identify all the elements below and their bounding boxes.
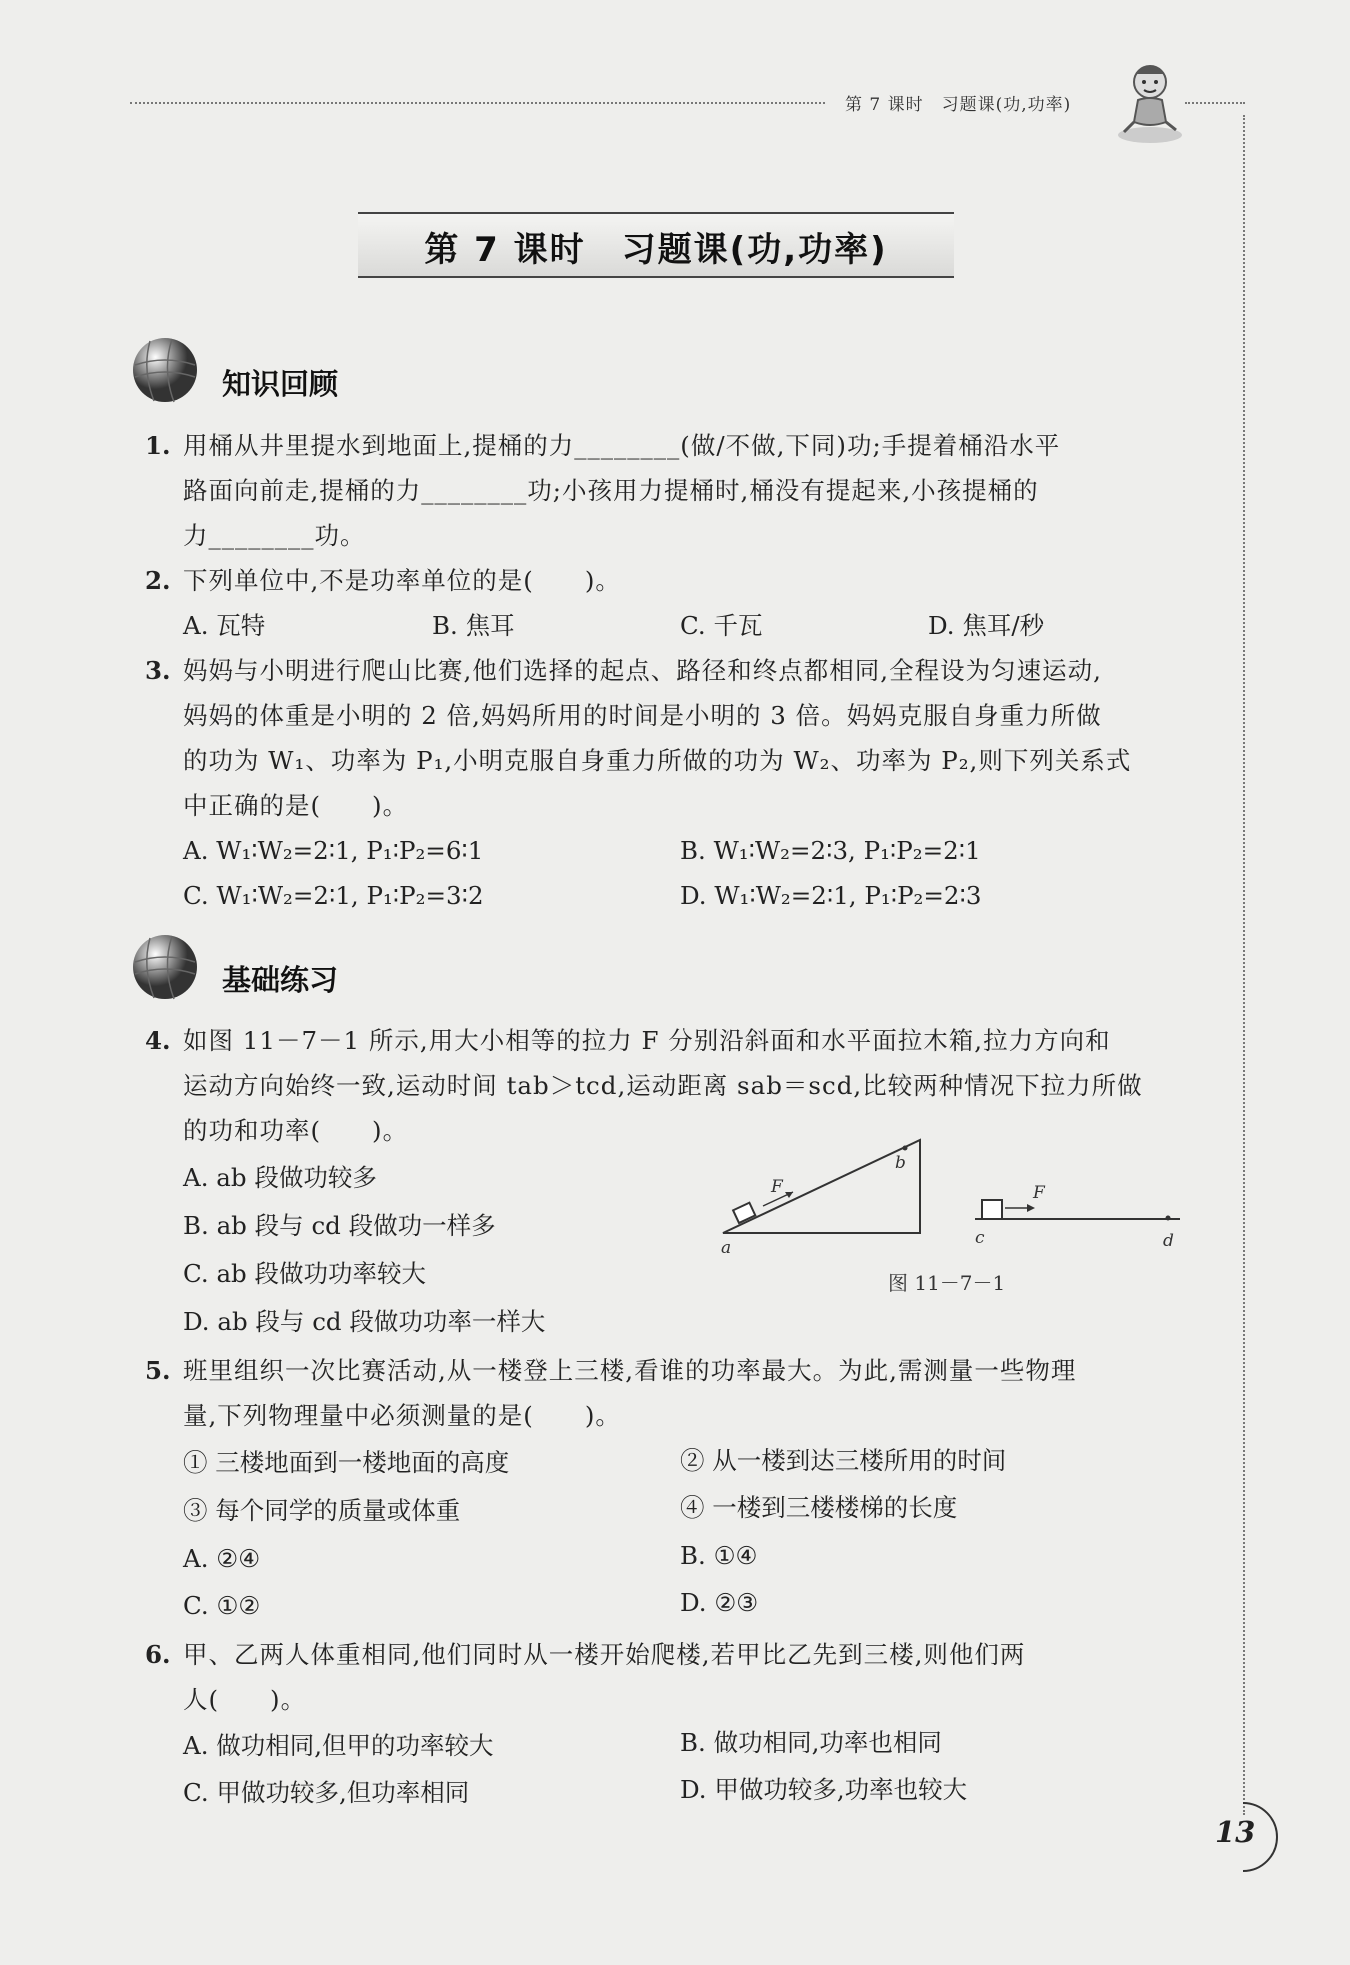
q6-option-a: A. 做功相同,但甲的功率较大 <box>183 1731 494 1760</box>
figure-label-c: c <box>975 1228 985 1248</box>
q4-option-a: A. ab 段做功较多 <box>183 1163 377 1192</box>
figure-incline-and-plane <box>715 1128 1185 1268</box>
q5-line2: 量,下列物理量中必须测量的是( )。 <box>183 1401 621 1430</box>
header-rule <box>130 102 825 104</box>
q5-item-1: ① 三楼地面到一楼地面的高度 <box>183 1448 510 1477</box>
q6-number: 6. <box>145 1640 171 1669</box>
q6-line1: 甲、乙两人体重相同,他们同时从一楼开始爬楼,若甲比乙先到三楼,则他们两 <box>183 1640 1026 1669</box>
q1-number: 1. <box>145 431 171 460</box>
figure-caption: 图 11－7－1 <box>888 1271 1006 1295</box>
globe-icon <box>130 932 200 1002</box>
section-title-practice: 基础练习 <box>222 963 339 997</box>
q3-line3: 的功为 W₁、功率为 P₁,小明克服自身重力所做的功为 W₂、功率为 P₂,则下列关系式 <box>183 746 1132 775</box>
q5-line1: 班里组织一次比赛活动,从一楼登上三楼,看谁的功率最大。为此,需测量一些物理 <box>183 1356 1077 1385</box>
q5-item-4: ④ 一楼到三楼楼梯的长度 <box>680 1493 958 1522</box>
q3-option-a: A. W₁∶W₂=2∶1, P₁∶P₂=6∶1 <box>183 836 484 865</box>
q3-option-c: C. W₁∶W₂=2∶1, P₁∶P₂=3∶2 <box>183 881 484 910</box>
q2-number: 2. <box>145 566 171 595</box>
globe-icon <box>130 335 200 405</box>
q4-line1: 如图 11－7－1 所示,用大小相等的拉力 F 分别沿斜面和水平面拉木箱,拉力方向和 <box>183 1026 1111 1055</box>
q3-option-b: B. W₁∶W₂=2∶3, P₁∶P₂=2∶1 <box>680 836 981 865</box>
q5-item-2: ② 从一楼到达三楼所用的时间 <box>680 1446 1007 1475</box>
q3-line2: 妈妈的体重是小明的 2 倍,妈妈所用的时间是小明的 3 倍。妈妈克服自身重力所做 <box>183 701 1102 730</box>
q3-line1: 妈妈与小明进行爬山比赛,他们选择的起点、路径和终点都相同,全程设为匀速运动, <box>183 656 1102 685</box>
q6-option-d: D. 甲做功较多,功率也较大 <box>680 1775 968 1804</box>
q1-line3: 力________功。 <box>183 521 366 550</box>
mascot-icon <box>1110 60 1190 145</box>
q4-option-b: B. ab 段与 cd 段做功一样多 <box>183 1211 496 1240</box>
figure-label-f2: F <box>1033 1183 1045 1203</box>
page-number: 13 <box>1215 1815 1256 1849</box>
q5-item-3: ③ 每个同学的质量或体重 <box>183 1496 461 1525</box>
q2-option-d: D. 焦耳/秒 <box>928 611 1045 640</box>
q4-line2: 运动方向始终一致,运动时间 tab＞tcd,运动距离 sab＝scd,比较两种情况下拉力所做 <box>183 1071 1143 1100</box>
running-title: 第 7 课时 习题课(功,功率) <box>845 95 1072 115</box>
q3-line4: 中正确的是( )。 <box>183 791 409 820</box>
q2-option-b: B. 焦耳 <box>432 611 515 640</box>
q6-option-c: C. 甲做功较多,但功率相同 <box>183 1778 470 1807</box>
section-title-review: 知识回顾 <box>222 367 339 401</box>
page-title: 第 7 课时 习题课(功,功率) <box>424 230 888 270</box>
header-rule-right <box>1185 102 1245 104</box>
q4-option-c: C. ab 段做功功率较大 <box>183 1259 427 1288</box>
q5-option-a: A. ②④ <box>183 1544 261 1573</box>
side-rule <box>1243 115 1245 1815</box>
q2-option-a: A. 瓦特 <box>183 611 266 640</box>
figure-label-f1: F <box>771 1177 783 1197</box>
q3-option-d: D. W₁∶W₂=2∶1, P₁∶P₂=2∶3 <box>680 881 982 910</box>
q5-option-d: D. ②③ <box>680 1588 759 1617</box>
q1-line1: 用桶从井里提水到地面上,提桶的力________(做/不做,下同)功;手提着桶沿水平 <box>183 431 1061 460</box>
q6-line2: 人( )。 <box>183 1685 307 1714</box>
q5-number: 5. <box>145 1356 171 1385</box>
q4-line3: 的功和功率( )。 <box>183 1116 409 1145</box>
figure-label-b: b <box>895 1153 906 1173</box>
q2-option-c: C. 千瓦 <box>680 611 763 640</box>
figure-label-d: d <box>1163 1231 1174 1251</box>
q4-number: 4. <box>145 1026 171 1055</box>
q6-option-b: B. 做功相同,功率也相同 <box>680 1728 942 1757</box>
q4-option-d: D. ab 段与 cd 段做功功率一样大 <box>183 1307 546 1336</box>
q1-line2: 路面向前走,提桶的力________功;小孩用力提桶时,桶没有提起来,小孩提桶的 <box>183 476 1039 505</box>
q2-stem: 下列单位中,不是功率单位的是( )。 <box>183 566 621 595</box>
q5-option-c: C. ①② <box>183 1591 261 1620</box>
q5-option-b: B. ①④ <box>680 1541 758 1570</box>
figure-label-a: a <box>721 1238 732 1258</box>
q3-number: 3. <box>145 656 171 685</box>
